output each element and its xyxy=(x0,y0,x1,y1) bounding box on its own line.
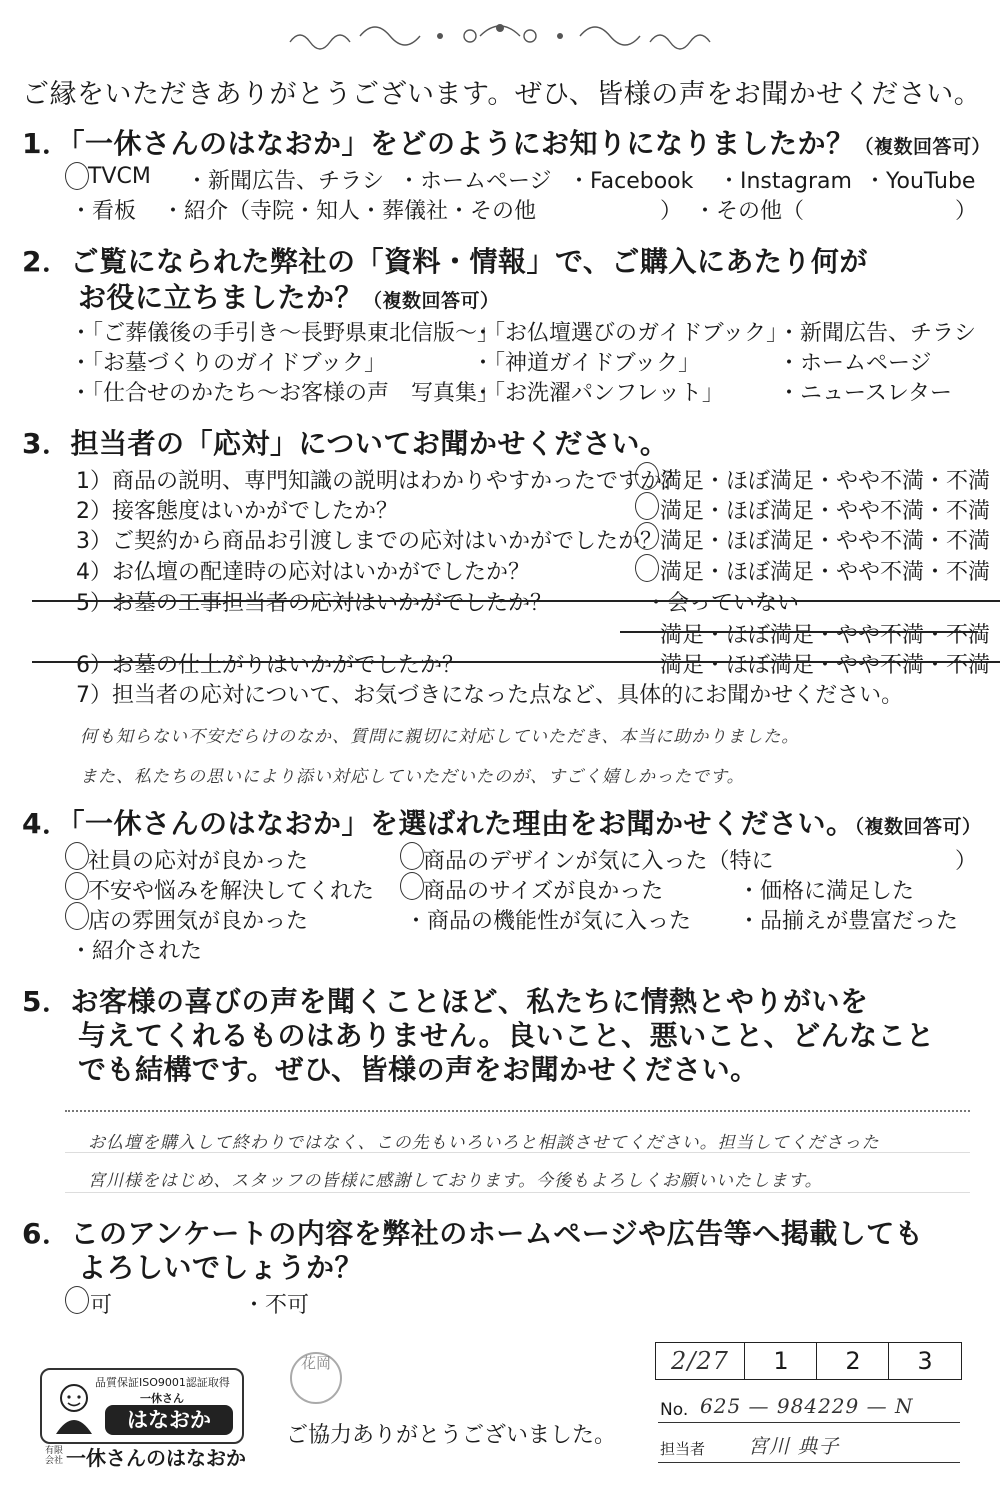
q3-scale-3[interactable]: 満足・ほぼ満足・やや不満・不満 xyxy=(660,529,991,554)
option-allowed[interactable]: 可 xyxy=(90,1293,113,1318)
option-signboard[interactable]: ・看板 xyxy=(70,199,137,224)
decorative-ornament xyxy=(0,6,1000,58)
option-other[interactable]: ・その他（ xyxy=(694,199,805,224)
question-2-title-line1: 2．ご覧になられた弊社の「資料・情報」で、ご購入にあたり何が xyxy=(22,245,868,278)
question-2-title-line2: お役に立ちましたか？（複数回答可） xyxy=(78,281,500,314)
option-not-allowed[interactable]: ・不可 xyxy=(243,1293,310,1318)
date-box-row xyxy=(655,1342,962,1380)
option-design[interactable]: 商品のデザインが気に入った（特に xyxy=(423,849,774,874)
option-butsudan-guide[interactable]: ・「お仏壇選びのガイドブック」 xyxy=(472,321,789,346)
company-stamp: 花岡 xyxy=(290,1352,342,1404)
underline xyxy=(658,1462,960,1463)
selected-circle xyxy=(65,162,89,190)
q3-item-5: 5）お墓の工事担当者の応対はいかがでしたか？ xyxy=(76,591,552,616)
option-facebook[interactable]: ・Facebook xyxy=(568,169,694,194)
option-newspaper[interactable]: ・新聞広告、チラシ xyxy=(778,321,977,346)
option-solved-worries[interactable]: 不安や悩みを解決してくれた xyxy=(88,879,375,904)
selected-circle xyxy=(635,492,659,520)
multiple-answer-note: （複数回答可） xyxy=(363,290,500,312)
selected-circle xyxy=(65,842,89,870)
intro-text: ご縁をいただきありがとうございます。ぜひ、皆様の声をお聞かせください。 xyxy=(22,79,982,110)
strikethrough-line xyxy=(32,600,1000,602)
option-referred[interactable]: ・紹介された xyxy=(70,939,203,964)
question-4-title: 4．「一休さんのはなおか」を選ばれた理由をお聞かせください。（複数回答可） xyxy=(22,807,982,840)
q3-item-7: 7）担当者の応対について、お気づきになった点など、具体的にお聞かせください。 xyxy=(76,683,904,708)
logo-small-text: 一休さん xyxy=(140,1392,184,1405)
option-homepage[interactable]: ・ホームページ xyxy=(398,169,552,194)
option-instagram[interactable]: ・Instagram xyxy=(718,169,852,194)
company-name: 一休さんのはなおか xyxy=(66,1446,246,1470)
answer-line xyxy=(65,1152,970,1153)
q3-scale-2[interactable]: 満足・ほぼ満足・やや不満・不満 xyxy=(660,499,991,524)
q3-scale-4[interactable]: 満足・ほぼ満足・やや不満・不満 xyxy=(660,560,991,585)
staff-label: 担当者 xyxy=(660,1440,706,1458)
iso-certification-text: 品質保証ISO9001認証取得 xyxy=(95,1376,230,1389)
question-6-line1: 6．このアンケートの内容を弊社のホームページや広告等へ掲載しても xyxy=(22,1217,924,1250)
option-price[interactable]: ・価格に満足した xyxy=(738,879,915,904)
box-1: 1 xyxy=(746,1343,817,1379)
date-handwritten: 2/27 xyxy=(656,1343,745,1379)
option-laundry-pamphlet[interactable]: ・「お洗濯パンフレット」 xyxy=(472,381,724,406)
monk-mascot-icon xyxy=(48,1380,100,1436)
q3-not-met[interactable]: ・会っていない xyxy=(645,591,800,616)
option-youtube[interactable]: ・YouTube xyxy=(864,169,976,194)
question-6-line2: よろしいでしょうか？ xyxy=(78,1251,364,1284)
handwritten-answer-q5-line2: 宮川様をはじめ、スタッフの皆様に感謝しております。今後もよろしくお願いいたします。 xyxy=(88,1171,823,1191)
question-1-title: 1．「一休さんのはなおか」をどのようにお知りになりましたか？（複数回答可） xyxy=(22,127,992,160)
option-functionality[interactable]: ・商品の機能性が気に入った xyxy=(405,909,692,934)
multiple-answer-note: （複数回答可） xyxy=(854,136,992,158)
logo-main-text: はなおか xyxy=(105,1405,233,1435)
underline xyxy=(658,1422,960,1423)
selected-circle xyxy=(400,872,424,900)
option-tvcm[interactable]: TVCM xyxy=(88,164,151,189)
q3-scale-5[interactable]: 満足・ほぼ満足・やや不満・不満 xyxy=(660,623,991,648)
handwritten-answer-q3-line2: また、私たちの思いにより添い対応していただいたのが、すごく嬉しかったです。 xyxy=(80,767,745,787)
option-newsletter[interactable]: ・ニュースレター xyxy=(778,381,953,406)
question-5-line3: でも結構です。ぜひ、皆様の声をお聞かせください。 xyxy=(78,1053,759,1086)
q3-scale-6[interactable]: 満足・ほぼ満足・やや不満・不満 xyxy=(660,653,991,678)
selected-circle xyxy=(65,902,89,930)
option-photo-book[interactable]: ・「仕合せのかたち～お客様の声 写真集」 xyxy=(70,381,500,406)
option-size[interactable]: 商品のサイズが良かった xyxy=(423,879,664,904)
answer-line xyxy=(65,1192,970,1193)
q3-item-6: 6）お墓の仕上がりはいかがでしたか？ xyxy=(76,653,464,678)
selected-circle xyxy=(400,842,424,870)
paren-close: ） xyxy=(955,849,978,874)
company-prefix: 有限会社 xyxy=(45,1446,64,1466)
no-label: No. xyxy=(660,1400,689,1420)
option-referral[interactable]: ・紹介（寺院・知人・葬儀社・その他 xyxy=(162,199,537,224)
box-2: 2 xyxy=(818,1343,889,1379)
option-staff-response[interactable]: 社員の応対が良かった xyxy=(88,849,309,874)
selected-circle xyxy=(635,554,659,582)
option-homepage[interactable]: ・ホームページ xyxy=(778,351,932,376)
staff-name: 宮川 典子 xyxy=(748,1434,840,1458)
handwritten-answer-q3-line1: 何も知らない不安だらけのなか、質問に親切に対応していただき、本当に助かりました。 xyxy=(80,727,800,747)
q3-scale-1[interactable]: 満足・ほぼ満足・やや不満・不満 xyxy=(660,469,991,494)
thanks-text: ご協力ありがとうございました。 xyxy=(286,1423,617,1448)
q3-item-3: 3）ご契約から商品お引渡しまでの応対はいかがでしたか？ xyxy=(76,529,662,554)
handwritten-answer-q5-line1: お仏壇を購入して終わりではなく、この先もいろいろと相談させてください。担当してくださった xyxy=(88,1133,880,1153)
option-grave-guide[interactable]: ・「お墓づくりのガイドブック」 xyxy=(70,351,387,376)
option-newspaper[interactable]: ・新聞広告、チラシ xyxy=(186,169,385,194)
question-5-line1: 5．お客様の喜びの声を聞くことほど、私たちに情熱とやりがいを xyxy=(22,985,869,1018)
selected-circle xyxy=(65,872,89,900)
strikethrough-line xyxy=(620,631,978,633)
question-3-title: 3．担当者の「応対」についてお聞かせください。 xyxy=(22,427,669,460)
q3-item-1: 1）商品の説明、専門知識の説明はわかりやすかったですか？ xyxy=(76,469,684,494)
multiple-answer-note: （複数回答可） xyxy=(854,816,982,838)
paren-close: ） xyxy=(660,199,683,224)
order-number: 625 — 984229 — N xyxy=(700,1394,914,1418)
dotted-line xyxy=(65,1110,970,1112)
option-atmosphere[interactable]: 店の雰囲気が良かった xyxy=(88,909,309,934)
selected-circle xyxy=(65,1286,89,1314)
paren-close: ） xyxy=(955,199,978,224)
option-funeral-guide[interactable]: ・「ご葬儀後の手引き～長野県東北信版～」 xyxy=(70,321,500,346)
option-variety[interactable]: ・品揃えが豊富だった xyxy=(738,909,959,934)
selected-circle xyxy=(635,462,659,490)
selected-circle xyxy=(635,522,659,550)
question-5-line2: 与えてくれるものはありません。良いこと、悪いこと、どんなこと xyxy=(78,1019,935,1052)
q3-item-4: 4）お仏壇の配達時の応対はいかがでしたか？ xyxy=(76,560,530,585)
strikethrough-line xyxy=(32,661,1000,663)
box-3: 3 xyxy=(917,1347,933,1375)
q3-item-2: 2）接客態度はいかがでしたか？ xyxy=(76,499,398,524)
option-shinto-guide[interactable]: ・「神道ガイドブック」 xyxy=(472,351,701,376)
